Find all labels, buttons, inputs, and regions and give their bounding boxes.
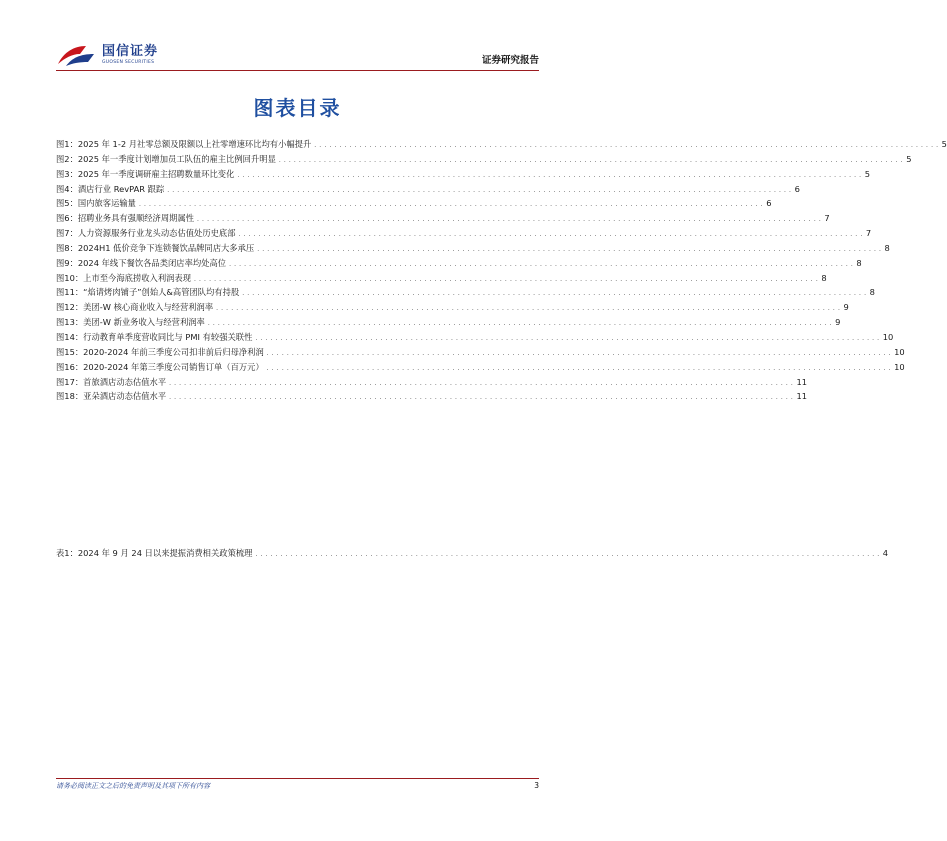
toc-entry-page[interactable]: 8 (884, 242, 890, 253)
toc-entry-page[interactable]: 4 (882, 548, 889, 558)
toc-entry-page[interactable]: 10 (882, 331, 894, 342)
toc-entry-page[interactable]: 7 (824, 213, 830, 224)
toc-entry-title[interactable]: 酒店行业 RevPAR 跟踪 (77, 183, 165, 194)
header-divider (56, 70, 539, 71)
toc-entry-title[interactable]: 亚朵酒店动态估值水平 (83, 391, 167, 402)
toc-entry-number: 图16： (56, 361, 84, 372)
toc-entry-page[interactable]: 9 (835, 317, 841, 328)
figure-toc-entry[interactable] (56, 315, 841, 330)
toc-entry-number: 图1： (56, 139, 78, 149)
table-toc-entry[interactable] (56, 546, 889, 561)
figure-toc-entry[interactable] (56, 226, 872, 241)
toc-entry-number: 图13： (56, 317, 84, 328)
page-header (56, 40, 539, 74)
figure-toc-entry[interactable] (56, 152, 912, 167)
toc-entry-page[interactable]: 5 (864, 168, 870, 179)
toc-entry-page[interactable]: 11 (796, 376, 808, 387)
figure-toc-entry[interactable] (56, 241, 890, 256)
toc-entry-page[interactable]: 5 (906, 153, 912, 164)
toc-entry-number: 图17： (56, 376, 84, 387)
toc-entry-title[interactable]: 招聘业务具有强顺经济周期属性 (77, 213, 195, 224)
toc-entry-page[interactable]: 6 (794, 183, 800, 194)
toc-entry-number: 图4： (56, 183, 78, 194)
toc-entry-number: 图3： (56, 168, 78, 179)
figure-toc-entry[interactable] (56, 345, 905, 360)
toc-entry-page[interactable]: 8 (869, 287, 875, 298)
toc-entry-title[interactable]: 2025 年一季度计划增加员工队伍的雇主比例回升明显 (77, 153, 276, 164)
toc-entry-number: 图9： (56, 257, 78, 268)
figure-toc-list (56, 137, 947, 404)
footer-divider (56, 778, 539, 779)
toc-entry-number: 表1： (56, 548, 78, 558)
figure-toc-entry[interactable] (56, 375, 808, 390)
figure-toc-entry[interactable] (56, 196, 772, 211)
toc-entry-title[interactable]: 美团-W 核心商业收入与经营利润率 (83, 302, 214, 313)
figure-toc-entry[interactable] (56, 167, 870, 182)
toc-entry-title[interactable]: “焰请烤肉铺子”创始人&高管团队均有持股 (83, 287, 240, 298)
logo-name-en: GUOSEN SECURITIES (102, 59, 155, 65)
guosen-logo-icon (56, 42, 96, 68)
toc-entry-title[interactable]: 上市至今海底捞收入利润表现 (83, 272, 192, 283)
table-toc-list (56, 546, 889, 561)
figure-toc-entry[interactable] (56, 182, 800, 197)
toc-entry-title[interactable]: 美团-W 新业务收入与经营利润率 (83, 317, 205, 328)
toc-entry-title[interactable]: 2024 年线下餐饮各品类闭店率均处高位 (77, 257, 227, 268)
logo-name: 国信证券 (102, 43, 159, 59)
toc-entry-page[interactable]: 10 (894, 346, 905, 357)
figure-toc-entry[interactable] (56, 285, 875, 300)
report-type-label: 证券研究报告 (481, 55, 539, 66)
toc-entry-number: 图10： (56, 272, 84, 283)
page-number: 3 (534, 781, 539, 790)
toc-entry-number: 图6： (56, 213, 78, 224)
toc-entry-title[interactable]: 2020-2024 年前三季度公司扣非前后归母净利润 (83, 346, 264, 357)
toc-entry-page[interactable]: 8 (856, 257, 862, 268)
figure-toc-entry[interactable] (56, 389, 808, 404)
toc-entry-number: 图7： (56, 228, 78, 239)
toc-entry-title[interactable]: 2024H1 低价竞争下连锁餐饮品牌同店大多承压 (77, 242, 255, 253)
toc-entry-title[interactable]: 2020-2024 年第三季度公司销售订单（百万元） (83, 361, 264, 372)
figure-toc-entry[interactable] (56, 271, 827, 286)
toc-entry-number: 图5： (56, 198, 78, 209)
toc-entry-number: 图15： (56, 346, 84, 357)
toc-entry-number: 图2： (56, 153, 78, 164)
toc-entry-number: 图8： (56, 242, 78, 253)
figure-toc-entry[interactable] (56, 211, 830, 226)
toc-entry-page[interactable]: 8 (821, 272, 827, 283)
toc-entry-number: 图14： (56, 331, 84, 342)
toc-entry-page[interactable]: 5 (941, 139, 947, 149)
figure-toc-entry[interactable] (56, 300, 849, 315)
toc-entry-title[interactable]: 首旅酒店动态估值水平 (83, 376, 167, 387)
toc-entry-title[interactable]: 2025 年 1-2 月社零总额及限额以上社零增速环比均有小幅提升 (77, 139, 312, 149)
toc-entry-title[interactable]: 行动教育单季度营收同比与 PMI 有较强关联性 (83, 331, 253, 342)
page-title: 图表目录 (253, 96, 342, 120)
toc-entry-title[interactable]: 国内旅客运输量 (77, 198, 136, 209)
toc-entry-page[interactable]: 6 (766, 198, 772, 209)
toc-entry-number: 图18： (56, 391, 84, 402)
toc-entry-page[interactable]: 7 (865, 228, 872, 239)
figure-toc-entry[interactable] (56, 360, 905, 375)
toc-entry-number: 图12： (56, 302, 84, 313)
toc-entry-page[interactable]: 10 (894, 361, 905, 372)
figure-toc-entry[interactable] (56, 330, 894, 345)
toc-entry-page[interactable]: 9 (843, 302, 849, 313)
figure-toc-entry[interactable] (56, 137, 947, 152)
toc-dot-leader (169, 389, 793, 406)
guosen-logo (56, 40, 158, 70)
toc-entry-title[interactable]: 人力资源服务行业龙头动态估值处历史底部 (77, 228, 236, 239)
figure-toc-entry[interactable] (56, 256, 862, 271)
toc-entry-title[interactable]: 2024 年 9 月 24 日以来提振消费相关政策梳理 (77, 548, 253, 558)
toc-dot-leader (255, 546, 879, 563)
toc-entry-number: 图11： (56, 287, 84, 298)
toc-entry-title[interactable]: 2025 年一季度调研雇主招聘数量环比变化 (77, 168, 235, 179)
footer-disclaimer: 请务必阅读正文之后的免责声明及其项下所有内容 (56, 782, 210, 790)
toc-entry-page[interactable]: 11 (796, 391, 808, 402)
